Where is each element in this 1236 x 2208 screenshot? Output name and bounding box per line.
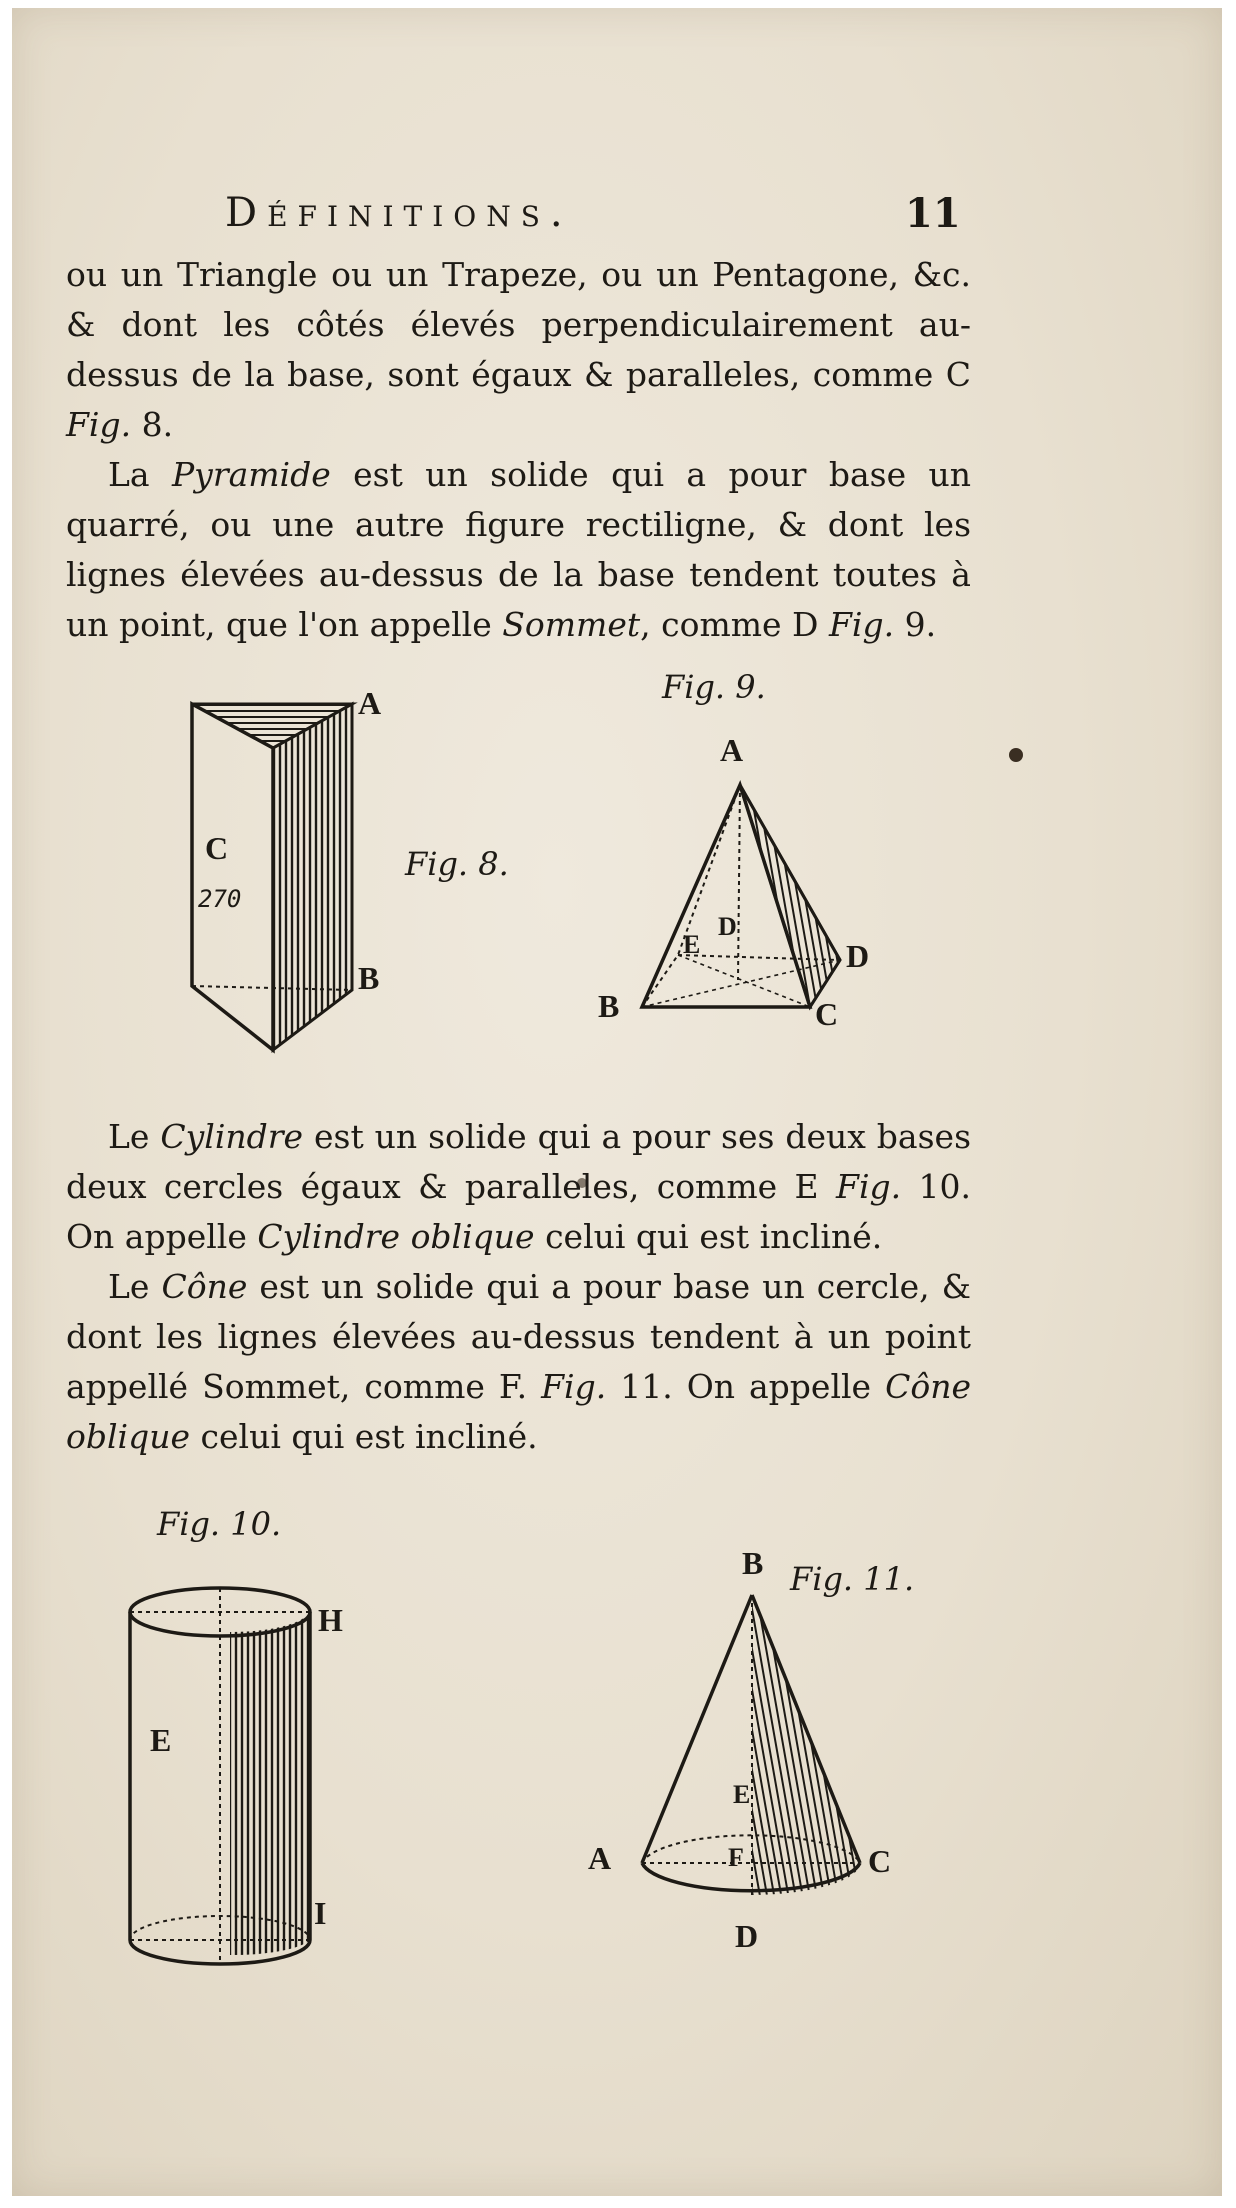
fig11-letter-a: A	[588, 1840, 612, 1876]
fig11-letter-b: B	[742, 1545, 764, 1581]
fig8-prism-illustration	[170, 690, 400, 1060]
fig9-letter-b: B	[598, 988, 620, 1024]
fig8-letter-c: C	[205, 830, 229, 866]
fig9-pyramid-illustration	[630, 775, 850, 1015]
paragraph	[66, 1112, 971, 1262]
paragraph	[66, 450, 971, 650]
fig8-label: Fig. 8.	[405, 845, 509, 883]
italic-term: Cône	[161, 1267, 248, 1306]
text-block-middle	[66, 1112, 971, 1462]
running-head: Définitions.	[225, 190, 573, 236]
text-run: , comme D	[640, 605, 830, 644]
text-run: Le	[108, 1267, 162, 1306]
text-run: Le	[108, 1117, 161, 1156]
text-run: celui qui est incliné.	[534, 1217, 883, 1256]
italic-term: Fig.	[66, 405, 132, 444]
paragraph	[66, 1262, 971, 1462]
text-run: est un solide qui a pour base un cercle, & dont les lignes élevées au-dessus tendent à un point appellé Sommet, comme F.	[66, 1267, 971, 1406]
italic-term: Fig.	[829, 605, 895, 644]
text-run: 9.	[894, 605, 937, 644]
fig11-letter-e: E	[733, 1780, 751, 1809]
fig10-cylinder-illustration	[120, 1570, 330, 1970]
fig9-letter-e: E	[683, 930, 701, 959]
text-block-top	[66, 250, 971, 650]
fig10-letter-h: H	[318, 1602, 343, 1638]
text-run: 10. On appelle	[66, 1167, 971, 1256]
italic-term: Fig.	[541, 1367, 607, 1406]
italic-term: Sommet	[502, 605, 641, 644]
fig9-letter-d: D	[846, 938, 870, 974]
text-run: est un solide qui a pour ses deux bases deux cercles égaux & paralleles, comme E	[66, 1117, 972, 1206]
fig9-letter-d-inner: D	[718, 912, 737, 941]
fig8-handwritten-note: 270	[198, 885, 242, 913]
page-header	[0, 190, 1236, 240]
text-run: 8.	[131, 405, 174, 444]
fig8-letter-a: A	[358, 685, 382, 721]
fig10-letter-e: E	[150, 1722, 172, 1758]
page-number: 11	[905, 190, 961, 237]
fig9-label: Fig. 9.	[662, 668, 766, 706]
fig11-letter-d: D	[735, 1918, 759, 1954]
italic-term: Fig.	[836, 1167, 902, 1206]
fig10-letter-i: I	[314, 1895, 327, 1931]
fig11-cone-illustration	[630, 1585, 870, 1925]
fig10-label: Fig. 10.	[157, 1505, 282, 1543]
text-run: celui qui est incliné.	[190, 1417, 538, 1456]
text-run: 11. On appelle	[606, 1367, 886, 1406]
fig11-letter-c: C	[868, 1843, 892, 1879]
italic-term: Pyramide	[171, 455, 331, 494]
italic-term: Cylindre	[160, 1117, 304, 1156]
italic-term: Cône oblique	[66, 1367, 971, 1456]
fig9-letter-c: C	[815, 996, 839, 1032]
fig9-letter-a: A	[720, 732, 744, 768]
text-run: est un solide qui a pour base un quarré, ou une autre figure rectiligne, & dont les lignes élevées au-dessus de la base tendent toutes à un point, que l'on appelle	[66, 455, 971, 644]
paragraph	[66, 250, 971, 450]
italic-term: Cylindre oblique	[257, 1217, 535, 1256]
text-run: La	[108, 455, 172, 494]
text-run: ou un Triangle ou un Trapeze, ou un Pentagone, &c. & dont les côtés élevés perpendiculairement au-dessus de la base, sont égaux & paralleles, comme C	[66, 255, 971, 394]
ink-spot	[1009, 748, 1023, 762]
fig11-letter-f: F	[728, 1843, 744, 1872]
fig11-label: Fig. 11.	[790, 1560, 915, 1598]
fig8-letter-b: B	[358, 960, 380, 996]
